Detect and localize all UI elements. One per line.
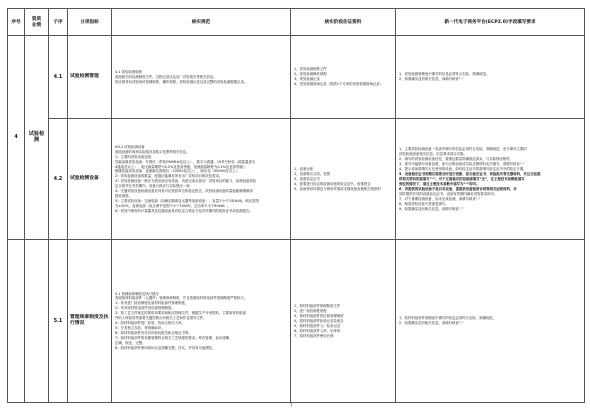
text-line: 6）试验中使用的计量器具及仪器设备具有检定合格证书及有效期内的校准证书或检测报告。 [115, 208, 253, 213]
requirements-table [7, 8, 585, 403]
text-line: 查阅原材料组部件（元器件）管理规章制度，并且按照原材料组部件管理制度严格执行。 [115, 296, 248, 301]
row-materials [291, 240, 396, 403]
text-line: 6、若提供的试验设备不是自有设备，需提供设备租赁合同等相关证明材料，并 [399, 186, 517, 191]
text-line: 2）具有原材料组部件供应商管理制度。 [115, 306, 175, 311]
table-row [8, 36, 585, 119]
row-platform [396, 119, 585, 240]
text-line: 1、原材料组部件管理表中填写的信息必须符合实际、准确规范。 [399, 316, 497, 321]
text-line: 1、原材料组部件管理制度文件 [294, 303, 341, 308]
text-line: 正确、规范、完整。 [115, 340, 146, 345]
text-line: 2）试验检测设备的数量、配置应能满足所有出厂试验项目的试验需求。 [115, 174, 223, 179]
text-line: 1）具有进厂检验制度及原材料组部件管理制度。 [115, 301, 189, 306]
row-rule [112, 119, 291, 240]
row-platform [396, 240, 585, 403]
text-line: 2、试验检测操作规程 [294, 72, 327, 77]
group-name: 试验检 测 [25, 36, 49, 240]
text-line: 5、原材料组部件入厂检验记录 [294, 323, 341, 328]
text-line: 7）原材料组部件的存储管理符合相关工艺规程的要求，库存管理、标识清晰、 [115, 335, 233, 340]
text-line: 查阅设备的现场实际情况及购买发票等相关信息。 [115, 149, 190, 154]
text-line: 3、设备检定证书 [294, 176, 320, 181]
text-line: 3、原材料组部件供应商管理制度 [294, 313, 344, 318]
group-seq: 4 [8, 36, 25, 240]
text-line: 供应商具有试验场所管理制度、操作规程、试验检测记录以及完整的试验检测数据记录。 [115, 79, 248, 84]
text-line: 同时提供有效的设备检定证书，设备有效期内满足试验要求即可。 [399, 191, 498, 196]
table-row [8, 119, 585, 240]
text-line: 4.1 试验检测管理 [115, 69, 142, 74]
text-line: 性能参数试验设备：介损仪（带宽200MHz及以上），数字示波器，10采分析仪（测量通道为 [115, 159, 256, 164]
text-line: 6）原材料组部件有对应的检验报告和合格证书等。 [115, 331, 192, 336]
text-line: 1、主要试验检测设备一览表中填写的信息必须符合实际、准确规范，至少填写主要的 [399, 147, 527, 152]
row-sub: 5.1 [49, 240, 68, 403]
header-platform: 新一代电子商务平台(ECP2.0)字段填写要求 [396, 9, 585, 36]
text-line: 3、试验检测记录 [294, 77, 320, 82]
empty-seq-cell [8, 240, 25, 403]
text-line: 3、请尽可能填写设备参数，如为自制设备或实际支撑材料无法填写，请填写缺省“-” [399, 162, 525, 167]
text-line: 供相关资料的需填写“-”。对于无需检定的设备请填写“无”，在主要技术参数能填写 [399, 176, 525, 181]
text-line: 绝缘性能试验设备：直流耐压测试仪（1000V及以上），耐压仪（5000V及以上）； [115, 169, 241, 174]
text-line: 1）主要的试验设备包括： [115, 154, 155, 159]
text-line: 4通道及以上），电压测量精度为0.2%及更高等级，电流测量精度为0.1%及更高等级）； [115, 164, 248, 169]
table-row [8, 240, 585, 403]
text-line: 5）分类独立存放，有明确标识。 [115, 326, 165, 331]
text-line: 2、如果确实没有相关信息，请填写缺省“-” [399, 77, 464, 82]
text-line: 5）主要试验设备：交流电源（如满压隔离变压器等电源设备），容量不小于150kVA，调压范围 [115, 199, 259, 204]
text-line: 2、填写的试验检测设备信息，要保证数量准确规范真实、与实际情况相符。 [399, 157, 514, 162]
header-indicator: 分项指标 [68, 9, 112, 36]
row-materials [291, 119, 396, 240]
text-line: 1、试验检测管理表中填写的信息必须符合实际、准确规范。 [399, 72, 490, 77]
text-line: 8）原材料组部件使用现场记录清晰完整、详实，并具有可追溯性。 [115, 345, 216, 350]
row-indicator: 管理规章制度及执行情况 [68, 240, 112, 403]
page-number: 7 [290, 403, 293, 408]
row-indicator: 试验检测管理 [68, 36, 112, 119]
text-line: 1、设备台账 [294, 167, 314, 171]
text-line: 4）关键试验设备检测设备应具有对应资质单位的检定报告，试验检测设备的量值能够溯源到 [115, 189, 253, 194]
text-line: 件的入库检验等重要关键控制点有相关工艺和作业指导文件。 [115, 316, 207, 321]
text-line: 4、需要进行检定的检测设备的检定证书、校准报告 [294, 181, 371, 186]
row-rule [112, 240, 291, 403]
text-line: 7、对于重要检测设备，如未完成检测，请填写缺省“-” [399, 196, 481, 201]
header-qualification: 资质 业绩 [25, 9, 49, 36]
text-line: 7、原材料组部件使用台账 [294, 333, 334, 338]
row-indicator: 试验检测设备 [68, 119, 112, 240]
text-line: 8、相同试验设备不需重复填写。 [399, 201, 449, 206]
row-sub: 4.2 [49, 119, 68, 240]
text-line: 国家基准。 [115, 194, 132, 199]
text-line: 5、设备检定证书到期后需要及时进行更新，如无检定证书、试验报告等支撑材料，并且无法提 [399, 171, 541, 176]
text-line: 2、设备购买合同、发票 [294, 171, 331, 176]
text-line: 4、试验检测原始记录（提供1个订单的试验检测原始记录） [294, 82, 384, 87]
text-line: 4）原材料组部件进厂检验，验收合格后入库。 [115, 321, 185, 326]
text-line: 4、原材料组部件检验记录及报告 [294, 318, 344, 323]
text-line: ※5.2 试验检测设备 [115, 144, 145, 149]
row-rule [112, 36, 291, 119]
text-line: 9、如果确实没有相关信息，请填写缺省“-” [399, 206, 464, 211]
header-materials: 核实阶段佐证资料 [291, 9, 396, 36]
text-line: 到位的情况下，请在主要技术参数中填写为“-”即可。 [399, 181, 480, 186]
table-header-row [8, 9, 585, 36]
header-seq: 序号 [8, 9, 25, 36]
text-line: 6、原材料组部件入库、出库单 [294, 328, 341, 333]
text-line: 为±20%，直流电源（电压调节范围不小于1000V，总功率不小于60kW）。 [115, 204, 231, 209]
text-line: 定合格并在有效期内，设备台账应与实际情况一致； [115, 184, 193, 189]
text-line: 5、设备使用环境及与使用环境或支撑设备参数相关的资料 [294, 186, 381, 191]
header-rule: 核实规范 [112, 9, 291, 36]
text-line: 查阅相关的检测制度文件，过程记录以及出厂试验报告等相关信息。 [115, 74, 217, 79]
row-materials [291, 36, 396, 119]
header-subseq: 子序 [49, 9, 68, 36]
row-sub: 4.1 [49, 36, 68, 119]
text-line: 5.1 管理规章制度及执行情况 [115, 291, 159, 296]
text-line: 试验检测设备相关信息，信息要求真实可靠。 [399, 152, 467, 157]
text-line: 3）试验检测设备一般应为供应商自有设备，具备完成全部出厂试验项目的能力，检测设备需检 [115, 179, 257, 184]
text-line: 4、提示设备需填写正在使用的设备，如有检定证书的需填写检定证书中的检定日期。 [399, 167, 527, 171]
text-line: 1、试验检测制度文件 [294, 67, 327, 72]
text-line: 2、如果确实没有相关信息，请填写缺省“-” [399, 321, 464, 326]
text-line: 3）按工艺文件规定的领料单要求和相应管理文件，根据生产计划领料，主要原材料组部 [115, 311, 246, 316]
empty-qualification-cell [25, 240, 49, 403]
text-line: 2、进厂检验制度规程 [294, 308, 327, 313]
row-platform [396, 36, 585, 119]
